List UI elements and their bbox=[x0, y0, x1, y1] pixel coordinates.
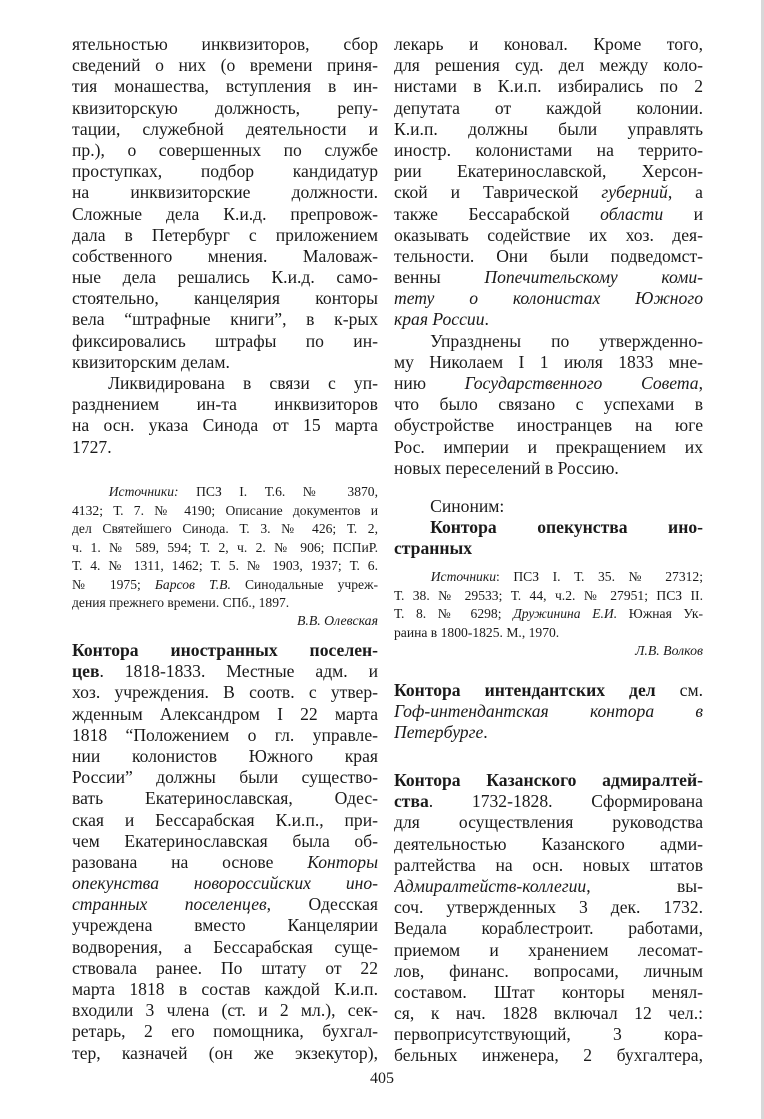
text-line: ся, к нач. 1828 включал 12 чел.: bbox=[394, 1003, 703, 1024]
text-line bbox=[72, 594, 378, 613]
bold-text: странных bbox=[394, 538, 473, 559]
italic-text: области bbox=[600, 203, 664, 224]
text-run: и bbox=[663, 203, 703, 224]
bold-text: ства bbox=[394, 791, 429, 812]
text-line bbox=[394, 331, 703, 352]
text-line bbox=[394, 182, 703, 203]
text-line: хоз. учреждения. В соотв. с утвер- bbox=[72, 682, 378, 703]
text-run: новых переселений в Россию. bbox=[394, 457, 619, 478]
page-number: 405 bbox=[370, 1070, 394, 1087]
text-line bbox=[394, 624, 703, 643]
text-line bbox=[394, 770, 703, 791]
text-line: депутата от каждой колонии. bbox=[394, 97, 703, 118]
text-run: Синоним: bbox=[430, 496, 505, 516]
text-run: также Бессарабской bbox=[394, 203, 601, 224]
text-line: ская и Бессарабская К.и.п., при- bbox=[72, 809, 378, 830]
text-line: составом. Штат конторы менял- bbox=[394, 981, 703, 1002]
text-line: му Николаем I 1 июля 1833 мне- bbox=[394, 351, 703, 372]
text-run: разована на основе bbox=[72, 851, 308, 872]
italic-text: Петербурге bbox=[394, 722, 484, 743]
bold-text: Контора Казанского адмиралтей- bbox=[394, 770, 703, 790]
text-line: Рос. империи и прекращением их bbox=[394, 436, 703, 457]
entry-foreign-settlers-office bbox=[72, 640, 378, 1064]
text-run: Синодальные учреж- bbox=[230, 576, 378, 592]
text-line: марта 1818 в состав каждой К.и.п. bbox=[72, 979, 378, 999]
text-line bbox=[394, 496, 703, 517]
text-line: иностр. колонистами на террито- bbox=[394, 139, 703, 160]
text-line: Ведала кораблестроит. работами, bbox=[394, 918, 703, 939]
italic-text: Попечительскому коми- bbox=[484, 267, 703, 288]
text-line bbox=[394, 373, 703, 394]
entry-intendant-office-crossref bbox=[394, 680, 703, 744]
text-line: ные дела решались К.и.д. само- bbox=[72, 267, 378, 288]
text-run: дения прежнего времени. СПб., 1897. bbox=[72, 595, 290, 610]
text-line bbox=[72, 483, 378, 502]
text-line: соч. утвержденных 3 дек. 1732. bbox=[394, 897, 703, 918]
text-line: приемом и хранением лесомат- bbox=[394, 939, 703, 960]
italic-text: края России bbox=[394, 309, 485, 330]
text-run: № 1975; bbox=[72, 576, 155, 592]
text-line bbox=[394, 605, 703, 624]
text-line bbox=[72, 894, 378, 915]
text-line: Сложные дела К.и.д. препровож- bbox=[72, 203, 378, 224]
text-line: рии Екатеринославской, Херсон- bbox=[394, 161, 703, 182]
text-line: России” должны были существо- bbox=[72, 767, 378, 788]
text-line bbox=[72, 852, 378, 873]
text-run: Т. 8. № 6298; bbox=[394, 606, 514, 621]
text-run: Южная Ук- bbox=[617, 606, 703, 621]
text-line: обустройстве иностранцев на юге bbox=[394, 415, 703, 436]
text-run: . bbox=[483, 722, 488, 743]
text-line: разднением ин-та инквизиторов bbox=[72, 394, 378, 415]
text-line: тер, казначей (он же экзекутор), bbox=[72, 1042, 378, 1063]
text-line: пр.), о совершенных по службе bbox=[72, 139, 378, 160]
text-line: тации, служебной деятельности и bbox=[72, 118, 378, 139]
text-line bbox=[394, 204, 703, 225]
text-run: Упразднены по утвержденно- bbox=[430, 330, 703, 351]
text-run: , вы- bbox=[586, 875, 703, 896]
text-line bbox=[394, 538, 703, 559]
text-line: квизиторскую должность, репу- bbox=[72, 97, 378, 118]
text-run: ской и Таврической bbox=[394, 182, 602, 203]
entry-continuation-foreign-settlers-office bbox=[394, 34, 703, 479]
italic-text: Источники: bbox=[108, 484, 179, 499]
text-line: для решения суд. дел между коло- bbox=[394, 55, 703, 76]
text-run: см. bbox=[655, 680, 703, 700]
text-line bbox=[72, 661, 378, 682]
text-run: 1727. bbox=[72, 436, 112, 457]
text-line: Т. 4. № 1311, 1462; Т. 5. № 1903, 1937; Т. 6. bbox=[72, 558, 378, 573]
text-run: . 1818-1833. Местные адм. и bbox=[99, 661, 378, 682]
text-line: 4132; Т. 7. № 4190; Описание документов и bbox=[72, 502, 378, 518]
text-line: лекарь и коновал. Кроме того, bbox=[394, 34, 703, 54]
italic-text: Барсов Т.В. bbox=[154, 576, 231, 592]
text-line bbox=[394, 517, 703, 538]
text-line: тия монашества, вступления в ин- bbox=[72, 76, 378, 97]
italic-text: опекунства новороссийских ино- bbox=[72, 873, 378, 894]
text-line: учреждена вместо Канцелярии bbox=[72, 915, 378, 936]
synonym-block bbox=[394, 496, 703, 560]
text-line: бельных инженера, 2 бухгалтера, bbox=[394, 1045, 703, 1066]
text-line: фиксировались штрафы по ин- bbox=[72, 330, 378, 351]
entry-author: Л.В. Волков bbox=[635, 643, 703, 658]
text-line: ч. 1. № 589, 594; Т. 2, ч. 2. № 906; ПСПиР. bbox=[72, 539, 378, 555]
bold-text: цев bbox=[72, 661, 100, 682]
text-line bbox=[72, 373, 378, 394]
text-run: венны bbox=[394, 267, 485, 288]
text-line: оказывать содействие их хоз. дея- bbox=[394, 224, 703, 245]
text-line bbox=[394, 722, 703, 743]
italic-text: Гоф-интендантская контора в bbox=[394, 701, 703, 722]
text-line: дел Святейшего Синода. Т. 3. № 426; Т. 2, bbox=[72, 521, 378, 536]
text-line: вать Екатеринославская, Одес- bbox=[72, 788, 378, 809]
text-line bbox=[394, 876, 703, 897]
italic-text: Адмиралтейств-коллегии bbox=[394, 875, 587, 896]
entry-continuation-inquisitors-office bbox=[72, 34, 378, 458]
text-line: 1818 “Положением о гл. управле- bbox=[72, 724, 378, 745]
text-line: чем Екатеринославская была об- bbox=[72, 830, 378, 851]
text-line: первоприсутствующий, 3 кора- bbox=[394, 1024, 703, 1045]
text-run: Ликвидирована в связи с уп- bbox=[108, 373, 378, 393]
text-line: проступках, подбор кандидатур bbox=[72, 161, 378, 182]
bold-text: Контора иностранных поселен- bbox=[72, 640, 378, 660]
sources-note bbox=[394, 568, 703, 642]
text-line bbox=[72, 873, 378, 894]
text-line bbox=[394, 791, 703, 812]
text-line: тельности. Они были подведомст- bbox=[394, 245, 703, 266]
text-line bbox=[394, 267, 703, 288]
text-line bbox=[394, 309, 703, 330]
text-line bbox=[394, 458, 703, 479]
text-line bbox=[394, 568, 703, 587]
text-run: ПСЗ I. Т.6. № 3870, bbox=[178, 484, 378, 499]
text-line: ствовала ранее. По штату от 22 bbox=[72, 957, 378, 978]
text-line: К.и.п. должны были управлять bbox=[394, 118, 703, 139]
text-line: деятельностью Казанского адми- bbox=[394, 833, 703, 854]
text-line: на инквизиторские должности. bbox=[72, 182, 378, 203]
entry-author: В.В. Олевская bbox=[296, 613, 378, 628]
text-run: . bbox=[484, 309, 489, 330]
text-line: нии колонистов Южного края bbox=[72, 745, 378, 766]
text-run: . 1732-1828. Сформирована bbox=[428, 791, 703, 812]
italic-text: тету о колонистах Южного bbox=[394, 288, 703, 309]
bold-text: Контора опекунства ино- bbox=[430, 517, 703, 538]
text-line: Т. 38. № 29533; Т. 44, ч.2. № 27951; ПСЗ II. bbox=[394, 587, 703, 603]
text-line: стоятельно, канцелярия конторы bbox=[72, 288, 378, 309]
text-line bbox=[72, 576, 378, 595]
italic-text: Источники bbox=[430, 569, 497, 584]
text-line: нистами в К.и.п. избирались по 2 bbox=[394, 76, 703, 97]
text-line bbox=[72, 352, 378, 373]
text-line: собственного мнения. Маловаж- bbox=[72, 245, 378, 266]
text-line: вела “штрафные книги”, в к-рых bbox=[72, 309, 378, 330]
text-run: нию bbox=[394, 373, 465, 393]
text-line: водворения, а Бессарабская суще- bbox=[72, 936, 378, 957]
bold-text: Контора интендантских дел bbox=[394, 680, 656, 700]
text-run: квизиторским делам. bbox=[72, 351, 230, 372]
text-line: для осуществления руководства bbox=[394, 812, 703, 833]
text-line: что было связано с успехами в bbox=[394, 394, 703, 415]
text-line: ятельностью инквизиторов, сбор bbox=[72, 34, 378, 54]
text-line: на осн. указа Синода от 15 марта bbox=[72, 415, 378, 436]
italic-text: губерний bbox=[601, 182, 668, 203]
entry-kazan-admiralty-office bbox=[394, 770, 703, 1067]
text-line bbox=[394, 288, 703, 309]
italic-text: странных поселенцев bbox=[72, 894, 267, 915]
text-line bbox=[394, 680, 703, 701]
text-run: , а bbox=[667, 182, 703, 203]
text-run: , Одесская bbox=[266, 894, 378, 915]
sources-note bbox=[72, 483, 378, 613]
text-line: лов, финанс. вопросами, личным bbox=[394, 960, 703, 981]
text-line: ретарь, 2 его помощника, бухгал- bbox=[72, 1021, 378, 1042]
text-line: жденным Александром I 22 марта bbox=[72, 703, 378, 724]
italic-text: Конторы bbox=[307, 851, 378, 872]
text-line: ралтейства на осн. новых штатов bbox=[394, 854, 703, 875]
text-line bbox=[72, 640, 378, 661]
text-line: сведений о них (о времени приня- bbox=[72, 55, 378, 76]
text-line bbox=[72, 437, 378, 458]
text-run: раина в 1800-1825. М., 1970. bbox=[394, 624, 560, 640]
text-line: входили 3 члена (ст. и 2 мл.), сек- bbox=[72, 1000, 378, 1021]
italic-text: Государственного Совета bbox=[464, 373, 699, 393]
text-line: дала в Петербург с приложением bbox=[72, 224, 378, 245]
text-line bbox=[394, 701, 703, 722]
italic-text: Дружинина Е.И. bbox=[513, 606, 618, 621]
text-run: , bbox=[698, 373, 703, 393]
text-run: : ПСЗ I. Т. 35. № 27312; bbox=[496, 569, 703, 584]
